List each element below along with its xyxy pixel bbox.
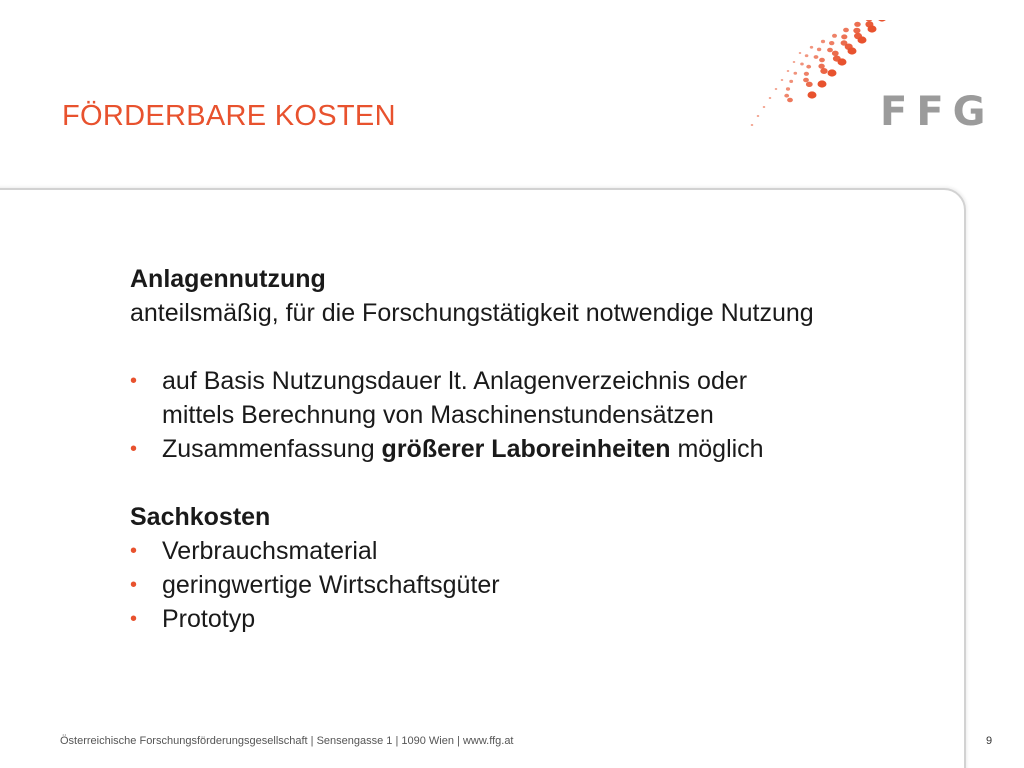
section-heading-sachkosten: Sachkosten [130, 503, 271, 531]
bullet-icon: • [130, 370, 138, 392]
bullet-list-anlagennutzung [130, 364, 930, 466]
page-number: 9 [986, 735, 993, 747]
logo-dot-icon [829, 41, 834, 45]
logo-dot-icon [821, 40, 825, 43]
logo-dot-icon [841, 40, 848, 45]
logo-dot-icon [865, 21, 873, 27]
logo-dot-icon [841, 34, 847, 39]
list-item-text: mittels Berechnung von Maschinenstundensätzen [162, 401, 714, 429]
logo-dot-icon [757, 115, 760, 117]
logo-dot-icon [843, 28, 849, 33]
bullet-icon: • [130, 574, 138, 596]
logo-dot-icon [793, 61, 796, 63]
logo-dot-icon [878, 20, 887, 22]
logo-dot-icon [763, 106, 766, 108]
logo-dot-icon [854, 22, 861, 27]
logo-dot-icon [800, 63, 804, 66]
list-item-text: möglich [670, 435, 764, 463]
logo-dot-icon [789, 80, 793, 83]
logo-dot-icon [833, 56, 841, 62]
bullet-list-sachkosten [130, 534, 930, 636]
logo-dot-icon [806, 82, 813, 87]
logo-dot-icon [803, 78, 809, 83]
section-heading-anlagennutzung: Anlagennutzung [130, 265, 326, 293]
logo-dot-icon [828, 69, 837, 76]
footer-text: Österreichische Forschungsförderungsgesellschaft | Sensengasse 1 | 1090 Wien | www.ffg.at [60, 735, 514, 747]
logo-dot-icon [808, 91, 817, 98]
slide-content [130, 262, 930, 636]
list-item-text: auf Basis Nutzungsdauer lt. Anlagenverzeichnis oder [162, 367, 748, 395]
logo-dot-icon [799, 52, 802, 54]
logo-dot-icon [781, 79, 784, 81]
logo-dot-icon [827, 48, 833, 53]
spacer [130, 330, 930, 364]
logo-dot-icon [804, 72, 809, 76]
logo-dot-icon [751, 124, 754, 126]
list-item [130, 364, 930, 432]
list-item [130, 534, 930, 568]
list-item [130, 432, 930, 466]
list-item-text: Verbrauchsmaterial [162, 537, 378, 565]
logo-dot-icon [787, 70, 790, 72]
spacer [130, 466, 930, 500]
logo-dot-icon [820, 68, 827, 74]
bullet-icon: • [130, 540, 138, 562]
logo-dot-icon [814, 55, 819, 59]
list-item [130, 602, 930, 636]
logo-dot-icon [787, 98, 793, 103]
logo-dot-icon [865, 20, 872, 22]
logo-dot-icon [817, 48, 821, 52]
bullet-icon: • [130, 608, 138, 630]
logo-dot-icon [832, 51, 839, 56]
logo-dot-icon [794, 72, 798, 75]
logo-dot-icon [775, 88, 778, 90]
list-item-emphasis: größerer Laboreinheiten [381, 435, 671, 463]
slide-title: FÖRDERBARE KOSTEN [62, 100, 396, 132]
logo-dot-icon [806, 65, 811, 69]
list-item-text: Zusammenfassung [162, 435, 382, 463]
logo-dot-icon [810, 46, 813, 49]
bullet-icon: • [130, 438, 138, 460]
logo-dot-icon [805, 54, 809, 57]
list-item-text: geringwertige Wirtschaftsgüter [162, 571, 500, 599]
logo-dot-icon [786, 87, 790, 90]
logo-dot-icon [818, 80, 827, 87]
logo-dot-icon [769, 97, 772, 99]
logo-dot-icon [784, 94, 789, 98]
section-subtitle: anteilsmäßig, für die Forschungstätigkeit notwendige Nutzung [130, 299, 814, 327]
logo-dot-icon [854, 33, 862, 39]
logo-dot-icon [818, 64, 824, 69]
list-item-text: Prototyp [162, 605, 256, 633]
logo-dot-icon [832, 34, 837, 38]
logo-dot-icon [819, 58, 825, 63]
logo-dot-icon [853, 28, 860, 34]
list-item [130, 568, 930, 602]
ffg-logo-text: FFG [880, 89, 995, 135]
